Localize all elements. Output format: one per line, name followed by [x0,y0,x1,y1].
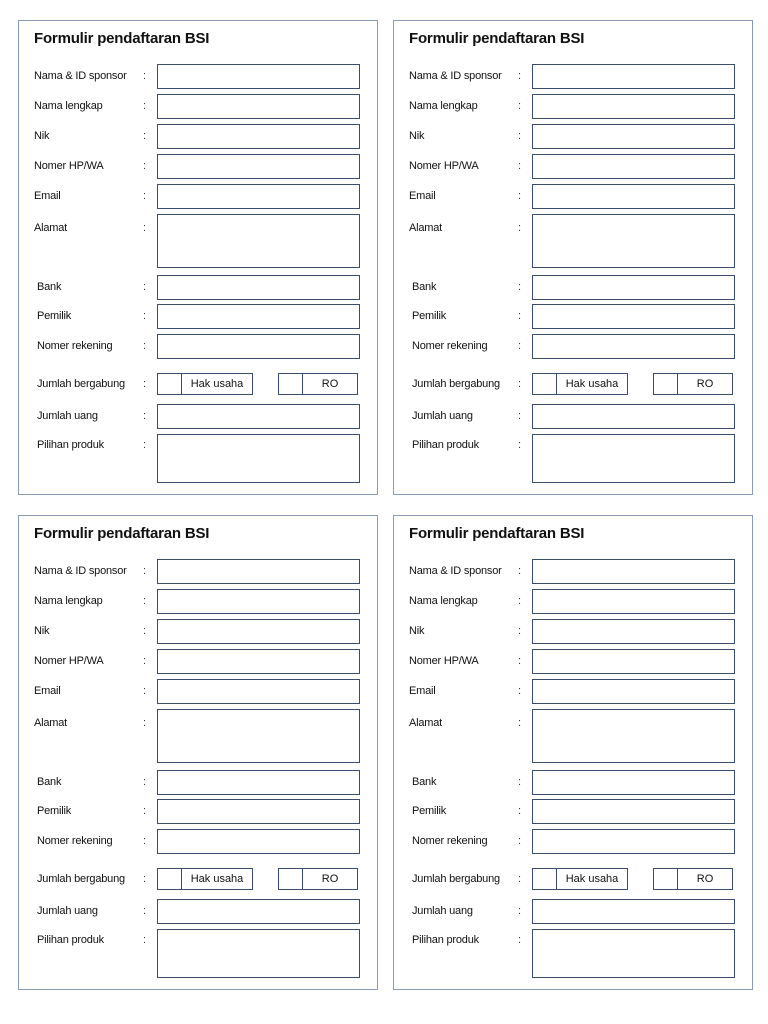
amount-colon: : [518,410,522,422]
address-field[interactable] [532,709,735,763]
amount-field[interactable] [532,899,735,924]
nik-field[interactable] [157,124,360,149]
amount-label: Jumlah uang [37,410,98,422]
business-rights-option[interactable]: Hak usaha [181,868,253,890]
email-colon: : [143,190,147,202]
phone-colon: : [518,655,522,667]
bank-label: Bank [412,281,437,293]
account-number-colon: : [143,835,147,847]
sponsor-field[interactable] [532,559,735,584]
product-choice-field[interactable] [157,434,360,483]
full-name-label: Nama lengkap [34,595,103,607]
join-count-colon: : [143,873,147,885]
phone-label: Nomer HP/WA [409,160,479,172]
sponsor-field[interactable] [157,559,360,584]
business-rights-option[interactable]: Hak usaha [556,373,628,395]
business-rights-checkbox[interactable] [157,373,181,395]
account-number-label: Nomer rekening [37,340,113,352]
nik-colon: : [143,130,147,142]
bank-colon: : [518,281,522,293]
account-number-label: Nomer rekening [37,835,113,847]
owner-field[interactable] [157,799,360,824]
form-title: Formulir pendaftaran BSI [409,525,585,542]
sponsor-colon: : [143,565,147,577]
full-name-colon: : [518,100,522,112]
bank-colon: : [143,776,147,788]
nik-label: Nik [409,625,425,637]
owner-colon: : [518,805,522,817]
email-colon: : [518,190,522,202]
product-choice-label: Pilihan produk [412,439,479,451]
sponsor-label: Nama & ID sponsor [34,565,127,577]
amount-colon: : [143,410,147,422]
phone-colon: : [518,160,522,172]
owner-label: Pemilik [412,310,447,322]
email-label: Email [409,190,436,202]
owner-label: Pemilik [412,805,447,817]
account-number-field[interactable] [157,829,360,854]
owner-label: Pemilik [37,310,72,322]
join-count-label: Jumlah bergabung [37,873,125,885]
phone-label: Nomer HP/WA [34,160,104,172]
address-label: Alamat [409,222,443,234]
bank-field[interactable] [157,770,360,795]
registration-form-1 [18,20,378,495]
full-name-field[interactable] [157,94,360,119]
phone-label: Nomer HP/WA [409,655,479,667]
account-number-field[interactable] [157,334,360,359]
owner-field[interactable] [532,799,735,824]
amount-label: Jumlah uang [37,905,98,917]
amount-field[interactable] [157,899,360,924]
amount-label: Jumlah uang [412,905,473,917]
ro-option[interactable]: RO [677,868,733,890]
sponsor-field[interactable] [157,64,360,89]
join-count-colon: : [518,378,522,390]
email-colon: : [143,685,147,697]
full-name-field[interactable] [532,94,735,119]
owner-label: Pemilik [37,805,72,817]
ro-option[interactable]: RO [677,373,733,395]
email-field[interactable] [532,184,735,209]
account-number-field[interactable] [532,334,735,359]
registration-form-4 [393,515,753,990]
full-name-label: Nama lengkap [409,100,478,112]
business-rights-option[interactable]: Hak usaha [556,868,628,890]
form-title: Formulir pendaftaran BSI [409,30,585,47]
owner-field[interactable] [532,304,735,329]
account-number-colon: : [518,835,522,847]
account-number-label: Nomer rekening [412,340,488,352]
address-label: Alamat [34,717,68,729]
nik-colon: : [518,625,522,637]
product-choice-field[interactable] [532,434,735,483]
amount-label: Jumlah uang [412,410,473,422]
form-title: Formulir pendaftaran BSI [34,525,210,542]
email-field[interactable] [532,679,735,704]
nik-field[interactable] [157,619,360,644]
nik-label: Nik [34,625,50,637]
business-rights-checkbox[interactable] [157,868,181,890]
sponsor-label: Nama & ID sponsor [34,70,127,82]
business-rights-option[interactable]: Hak usaha [181,373,253,395]
address-colon: : [143,717,147,729]
full-name-field[interactable] [157,589,360,614]
sponsor-colon: : [143,70,147,82]
phone-colon: : [143,655,147,667]
nik-label: Nik [34,130,50,142]
phone-colon: : [143,160,147,172]
product-choice-field[interactable] [157,929,360,978]
nik-field[interactable] [532,619,735,644]
product-choice-colon: : [518,934,522,946]
ro-checkbox[interactable] [653,868,677,890]
join-count-colon: : [143,378,147,390]
nik-label: Nik [409,130,425,142]
ro-checkbox[interactable] [653,373,677,395]
product-choice-colon: : [143,439,147,451]
email-colon: : [518,685,522,697]
business-rights-checkbox[interactable] [532,868,556,890]
full-name-colon: : [143,595,147,607]
bank-label: Bank [37,776,62,788]
address-colon: : [143,222,147,234]
nik-colon: : [518,130,522,142]
address-colon: : [518,222,522,234]
form-title: Formulir pendaftaran BSI [34,30,210,47]
phone-field[interactable] [532,154,735,179]
phone-label: Nomer HP/WA [34,655,104,667]
amount-colon: : [518,905,522,917]
phone-field[interactable] [157,154,360,179]
amount-field[interactable] [157,404,360,429]
owner-field[interactable] [157,304,360,329]
full-name-label: Nama lengkap [409,595,478,607]
ro-checkbox[interactable] [278,373,302,395]
sponsor-colon: : [518,70,522,82]
address-field[interactable] [532,214,735,268]
amount-field[interactable] [532,404,735,429]
owner-colon: : [143,310,147,322]
address-label: Alamat [34,222,68,234]
sponsor-label: Nama & ID sponsor [409,70,502,82]
sponsor-field[interactable] [532,64,735,89]
full-name-label: Nama lengkap [34,100,103,112]
bank-field[interactable] [532,770,735,795]
owner-colon: : [143,805,147,817]
ro-option[interactable]: RO [302,373,358,395]
sponsor-label: Nama & ID sponsor [409,565,502,577]
account-number-label: Nomer rekening [412,835,488,847]
product-choice-colon: : [518,439,522,451]
join-count-colon: : [518,873,522,885]
phone-field[interactable] [157,649,360,674]
sponsor-colon: : [518,565,522,577]
email-label: Email [409,685,436,697]
ro-checkbox[interactable] [278,868,302,890]
nik-colon: : [143,625,147,637]
product-choice-label: Pilihan produk [412,934,479,946]
address-field[interactable] [157,214,360,268]
bank-field[interactable] [532,275,735,300]
business-rights-checkbox[interactable] [532,373,556,395]
product-choice-field[interactable] [532,929,735,978]
registration-form-3 [18,515,378,990]
email-field[interactable] [157,679,360,704]
email-field[interactable] [157,184,360,209]
account-number-field[interactable] [532,829,735,854]
phone-field[interactable] [532,649,735,674]
account-number-colon: : [143,340,147,352]
full-name-field[interactable] [532,589,735,614]
join-count-label: Jumlah bergabung [412,378,500,390]
full-name-colon: : [143,100,147,112]
registration-form-2 [393,20,753,495]
full-name-colon: : [518,595,522,607]
address-colon: : [518,717,522,729]
bank-field[interactable] [157,275,360,300]
product-choice-colon: : [143,934,147,946]
bank-colon: : [518,776,522,788]
account-number-colon: : [518,340,522,352]
ro-option[interactable]: RO [302,868,358,890]
owner-colon: : [518,310,522,322]
join-count-label: Jumlah bergabung [37,378,125,390]
bank-label: Bank [37,281,62,293]
product-choice-label: Pilihan produk [37,934,104,946]
email-label: Email [34,190,61,202]
amount-colon: : [143,905,147,917]
bank-colon: : [143,281,147,293]
address-label: Alamat [409,717,443,729]
bank-label: Bank [412,776,437,788]
nik-field[interactable] [532,124,735,149]
address-field[interactable] [157,709,360,763]
join-count-label: Jumlah bergabung [412,873,500,885]
product-choice-label: Pilihan produk [37,439,104,451]
email-label: Email [34,685,61,697]
